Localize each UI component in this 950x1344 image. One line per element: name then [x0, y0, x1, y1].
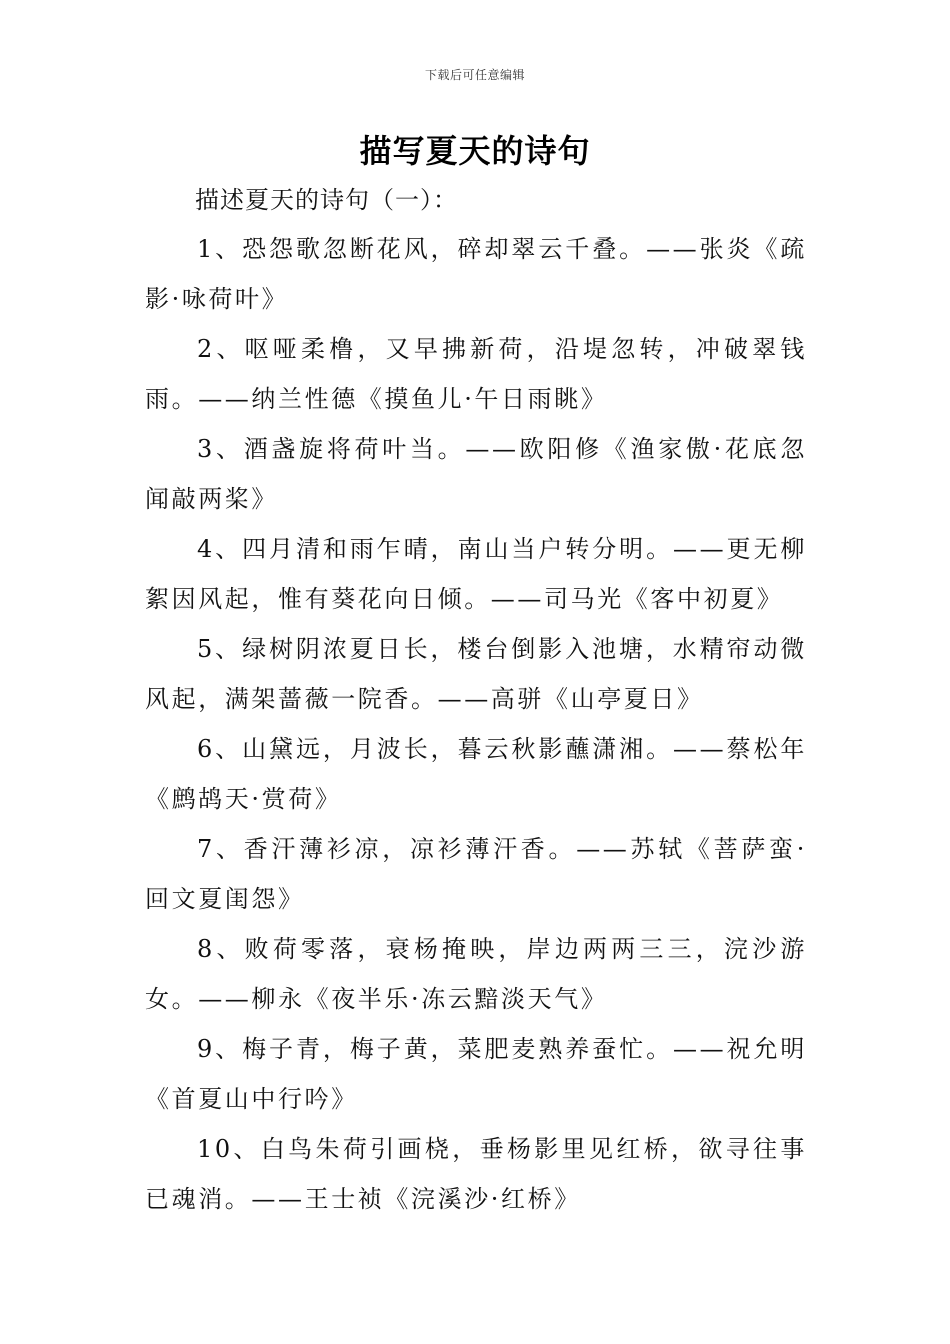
- document-body: [145, 176, 807, 1224]
- poem-line-1: 1、恐怨歌忽断花风，碎却翠云千叠。——张炎《疏影·咏荷叶》: [145, 235, 807, 313]
- page-title: 描写夏天的诗句: [359, 132, 591, 170]
- poem-line-10: 10、白鸟朱荷引画桡，垂杨影里见红桥，欲寻往事已魂消。——王士祯《浣溪沙·红桥》: [145, 1135, 807, 1213]
- poem-line-9: 9、梅子青，梅子黄，菜肥麦熟养蚕忙。——祝允明《首夏山中行吟》: [145, 1035, 807, 1113]
- poem-line-6: 6、山黛远，月波长，暮云秋影蘸潇湘。——蔡松年《鹧鸪天·赏荷》: [145, 735, 807, 813]
- poem-line-5: 5、绿树阴浓夏日长，楼台倒影入池塘，水精帘动微风起，满架蔷薇一院香。——高骈《山亭夏日》: [145, 635, 807, 713]
- poem-line-2: 2、呕哑柔橹，又早拂新荷，沿堤忽转，冲破翠钱雨。——纳兰性德《摸鱼儿·午日雨眺》: [145, 335, 807, 413]
- poem-line-8: 8、败荷零落，衰杨掩映，岸边两两三三，浣沙游女。——柳永《夜半乐·冻云黯淡天气》: [145, 935, 807, 1013]
- header-note: 下载后可任意编辑: [424, 68, 525, 82]
- poem-line-4: 4、四月清和雨乍晴，南山当户转分明。——更无柳絮因风起，惟有葵花向日倾。——司马光《客中初夏》: [145, 535, 807, 613]
- section-subtitle: 描述夏天的诗句（一）：: [195, 186, 458, 214]
- poem-line-3: 3、酒盏旋将荷叶当。——欧阳修《渔家傲·花底忽闻敲两桨》: [145, 435, 807, 513]
- poem-line-7: 7、香汗薄衫凉，凉衫薄汗香。——苏轼《菩萨蛮·回文夏闺怨》: [145, 835, 807, 913]
